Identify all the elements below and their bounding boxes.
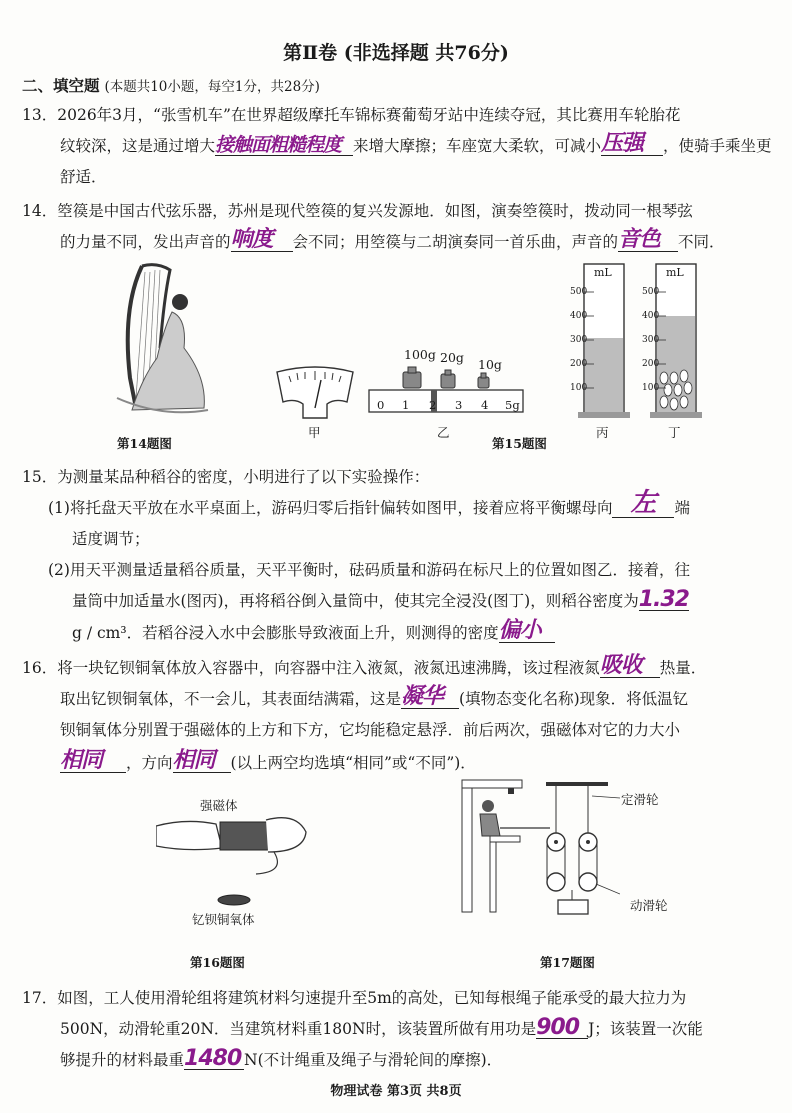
q15-part1-cont: 适度调节； bbox=[72, 530, 150, 548]
q15-part1: (1)将托盘天平放在水平桌面上，游码归零后指针偏转如图甲，接着应将平衡螺母向 左 端 bbox=[48, 488, 690, 518]
page-title: 第Ⅱ卷 (非选择题 共76分) bbox=[283, 42, 509, 64]
q16-answer-3[interactable]: 相同 bbox=[60, 754, 126, 773]
weight-100g-label: 100g bbox=[404, 347, 436, 362]
q16-answer-4[interactable]: 相同 bbox=[173, 754, 231, 773]
label-yi: 乙 bbox=[437, 425, 450, 440]
label-ding: 丁 bbox=[668, 425, 681, 440]
q17-line2: 500N，动滑轮重20N．当建筑材料重180N时，该装置所做有用功是 900 J；该装置一次能 bbox=[60, 1015, 703, 1040]
weight-10g-label: 10g bbox=[478, 357, 502, 372]
q14-answer-1[interactable]: 响度 bbox=[231, 233, 293, 252]
figure-16-caption: 第16题图 bbox=[190, 955, 245, 970]
cylinder-bing-unit: mL bbox=[594, 266, 612, 279]
q16-line1: 16．将一块钇钡铜氧体放入容器中，向容器中注入液氮，液氮迅速沸腾，该过程液氮 吸收 热量． bbox=[22, 653, 707, 678]
q17-line1: 17．如图，工人使用滑轮组将建筑材料匀速提升至5m的高处，已知每根绳子能承受的最大拉力为 bbox=[22, 989, 687, 1007]
q15-answer-3[interactable]: 偏小 bbox=[499, 624, 555, 643]
q15-part2-cont: 量筒中加适量水(图丙)，再将稻谷倒入量筒中，使其完全浸没(图丁)，则稻谷密度为 1.32 bbox=[72, 587, 689, 612]
q13-line2: 纹较深，这是通过增大 接触面粗糙程度 来增大摩擦；车座宽大柔软，可减小 压强 ，使骑手乘坐更 bbox=[60, 131, 772, 156]
q13-answer-2[interactable]: 压强 bbox=[601, 137, 663, 156]
moving-pulley-label: 动滑轮 bbox=[630, 898, 668, 913]
q15-part2: (2)用天平测量适量稻谷质量，天平平衡时，砝码质量和游码在标尺上的位置如图乙．接着，往 bbox=[48, 561, 690, 579]
cylinder-ding-unit: mL bbox=[666, 266, 684, 279]
q13-line1: 13．2026年3月，“张雪机车”在世界超级摩托车锦标赛葡萄牙站中连续夺冠，其比赛用车轮胎花 bbox=[22, 106, 681, 124]
q16-answer-1[interactable]: 吸收 bbox=[600, 659, 660, 678]
q15-answer-2[interactable]: 1.32 bbox=[638, 587, 689, 612]
cylinder-ding-ticks: 500 400 300 200 100 bbox=[642, 287, 660, 393]
weight-20g-label: 20g bbox=[440, 350, 464, 365]
figure-17-caption: 第17题图 bbox=[540, 955, 595, 970]
q13-answer-1[interactable]: 接触面粗糙程度 bbox=[215, 137, 353, 156]
q17-answer-2[interactable]: 1480 bbox=[184, 1051, 244, 1070]
cylinder-bing-ticks: 500 400 300 200 100 bbox=[570, 287, 588, 393]
q16-answer-2[interactable]: 凝华 bbox=[401, 690, 459, 709]
ruler-ticks: 0 1 2 3 4 5g bbox=[377, 398, 520, 412]
pulley-system-figure bbox=[460, 776, 620, 916]
figure-14-caption: 第14题图 bbox=[117, 436, 172, 451]
label-bing: 丙 bbox=[596, 425, 609, 440]
q13-line3: 舒适． bbox=[60, 168, 107, 186]
q14-line2: 的力量不同，发出声音的 响度 会不同；用箜篌与二胡演奏同一首乐曲，声音的 音色 不同． bbox=[60, 227, 725, 252]
fixed-pulley-label: 定滑轮 bbox=[621, 792, 659, 807]
q15-part2-end: g / cm³．若稻谷浸入水中会膨胀导致液面上升，则测得的密度 偏小 bbox=[72, 621, 555, 643]
harp-player-figure bbox=[112, 258, 212, 418]
section-heading: 二、填空题 (本题共10小题，每空1分，共28分) bbox=[22, 76, 320, 95]
magnet-hand-figure bbox=[156, 812, 316, 912]
q16-line3: 钡铜氧体分别置于强磁体的上方和下方，它均能稳定悬浮．前后两次，强磁体对它的力大小 bbox=[60, 721, 681, 739]
q15-intro: 15．为测量某品种稻谷的密度，小明进行了以下实验操作： bbox=[22, 468, 430, 486]
magnet-label: 强磁体 bbox=[200, 798, 238, 813]
q14-line1: 14．箜篌是中国古代弦乐器，苏州是现代箜篌的复兴发源地．如图，演奏箜篌时，拨动同一根琴弦 bbox=[22, 202, 693, 220]
figure-15-caption: 第15题图 bbox=[492, 436, 547, 451]
q16-line2: 取出钇钡铜氧体，不一会儿，其表面结满霜，这是 凝华 (填物态变化名称)现象．将低温钇 bbox=[60, 684, 689, 709]
q16-line4: 相同 ，方向 相同 (以上两空均选填“相同”或“不同”)． bbox=[60, 748, 476, 773]
balance-dial-jia bbox=[275, 362, 355, 420]
q14-answer-2[interactable]: 音色 bbox=[618, 233, 678, 252]
label-jia: 甲 bbox=[308, 425, 321, 440]
page-footer: 物理试卷 第3页 共8页 bbox=[330, 1084, 462, 1099]
q15-answer-1[interactable]: 左 bbox=[612, 499, 674, 518]
ybco-label: 钇钡铜氧体 bbox=[192, 912, 255, 927]
q17-answer-1[interactable]: 900 bbox=[536, 1020, 588, 1039]
q17-line3: 够提升的材料最重 1480 N(不计绳重及绳子与滑轮间的摩擦)． bbox=[60, 1046, 503, 1071]
